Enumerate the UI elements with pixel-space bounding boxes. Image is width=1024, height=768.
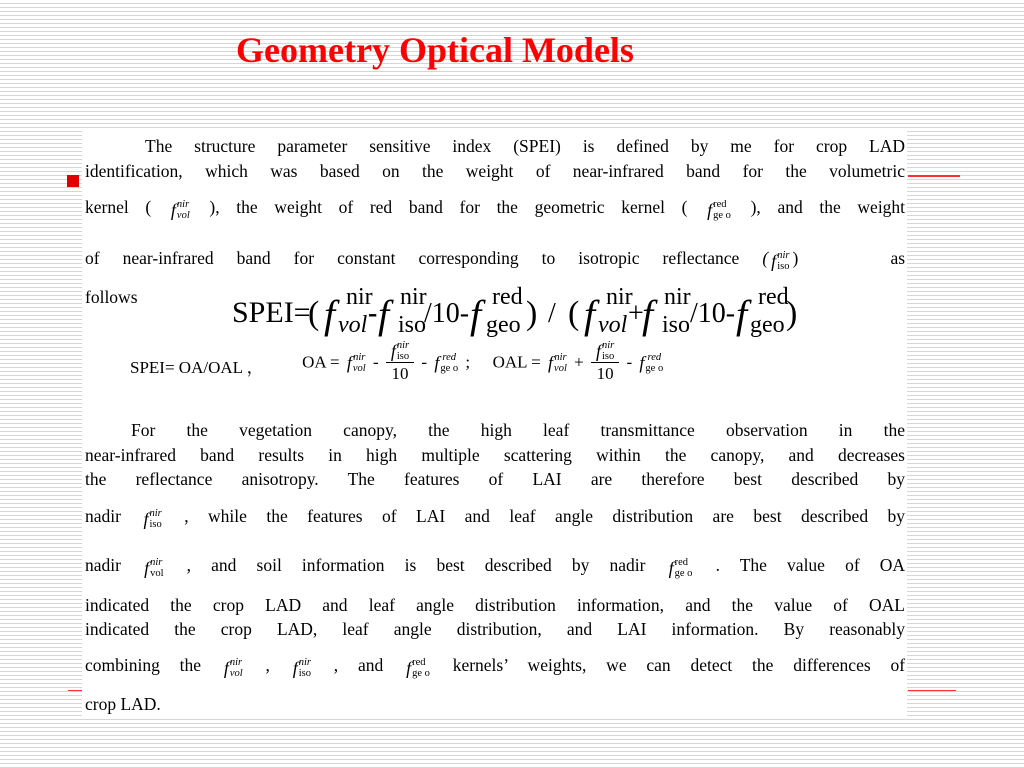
- para2-line7: indicated the crop LAD, leaf angle distribution, and LAI information. By reasonably: [85, 619, 905, 639]
- eq-close1: ): [526, 295, 538, 332]
- eq-div10-1: /10-: [424, 298, 470, 329]
- eq-minus1: -: [368, 298, 378, 329]
- eq-iso1: iso: [398, 312, 427, 338]
- decor-line-left-bottom: [68, 690, 82, 691]
- eq-nir1: nir: [346, 284, 373, 310]
- eq-red2: red: [758, 284, 789, 310]
- eq-geo2: geo: [750, 312, 785, 338]
- eq-f5: f: [642, 292, 654, 337]
- para2-line9: crop LAD.: [85, 694, 161, 714]
- eq-iso2: iso: [662, 312, 691, 338]
- eq-vol2: vol: [598, 312, 628, 338]
- decor-line-right-bottom: [908, 690, 956, 691]
- eq-f4: f: [584, 292, 596, 337]
- para1-line3: kernel ( f nir vol ), the weight of red band for the geometric kernel ( f red ge o ), and the weight: [85, 197, 906, 221]
- eq-f6: f: [736, 292, 748, 337]
- spei-equation-image: [228, 282, 808, 340]
- eq-div10-2: /10-: [690, 298, 736, 329]
- symbol-f-nir-vol-3: f nir vol: [223, 656, 243, 679]
- eq-red1: red: [492, 284, 523, 310]
- spei-def: SPEI= OA/OAL: [130, 358, 243, 378]
- para2-line2: near-infrared band results in high multiple scattering within the canopy, and decreases: [85, 445, 905, 465]
- bullet-square-icon: [67, 175, 79, 187]
- para1-line5: follows: [85, 287, 138, 307]
- symbol-f-red-geo-3: f red ge o: [406, 656, 430, 679]
- symbol-f-red-geo-2: f red ge o: [668, 556, 693, 579]
- symbol-f-nir-iso-2: f nir iso: [143, 507, 162, 530]
- eq-close2: ): [786, 295, 798, 332]
- symbol-f-nir-iso-3: f nir iso: [292, 656, 311, 679]
- eq-nir4: nir: [664, 284, 691, 310]
- oa-fraction: f nir iso 10: [386, 340, 414, 385]
- eq-nir2: nir: [400, 284, 427, 310]
- para1-line1: The structure parameter sensitive index (SPEI) is defined by me for crop LAD: [145, 136, 905, 156]
- eq-f2: f: [378, 292, 390, 337]
- symbol-f-nir-vol: f nir vol: [170, 198, 190, 221]
- para2-line3: the reflectance anisotropy. The features of LAI are therefore best described by: [85, 469, 905, 489]
- eq-geo1: geo: [486, 312, 521, 338]
- para2-line1: For the vegetation canopy, the high leaf transmittance observation in the: [131, 420, 905, 440]
- eq-vol1: vol: [338, 312, 368, 338]
- eq-open2: (: [568, 295, 580, 332]
- oa-oal-definitions: SPEI= OA/OAL ， OA = f nir vol - f nir iso 10 - f red ge o ; OAL = f nir vol + f nir iso 10 - f red ge o: [130, 340, 664, 384]
- para2-line6: indicated the crop LAD and leaf angle distribution information, and the value of OAL: [85, 595, 905, 615]
- para1-line2: identification, which was based on the weight of near-infrared band for the volumetric: [85, 161, 905, 181]
- para1-line4: of near-infrared band for constant corresponding to isotropic reflectance ( f nir iso ) as: [85, 248, 906, 272]
- eq-plus: +: [628, 298, 644, 329]
- oal-label: OAL =: [492, 352, 541, 372]
- eq-lhs: SPEI=: [232, 296, 311, 329]
- decor-line-right-top: [908, 175, 960, 177]
- para2-line8: combining the f nir vol , f nir iso , and f red ge o kernels’ weights, we can detect the differences of: [85, 655, 906, 679]
- slide-title: Geometry Optical Models: [236, 30, 634, 70]
- eq-f1: f: [324, 292, 336, 337]
- eq-open1: (: [308, 295, 320, 332]
- oal-fraction: f nir iso 10: [591, 340, 619, 385]
- eq-f3: f: [470, 292, 482, 337]
- eq-slash: /: [548, 298, 556, 329]
- symbol-f-nir-vol-2: f nir vol: [144, 556, 164, 579]
- oa-label: OA =: [302, 352, 340, 372]
- symbol-f-nir-iso: f nir iso: [771, 249, 790, 272]
- symbol-f-red-geo: f red ge o: [707, 198, 731, 221]
- para2-line5: nadir f nir vol , and soil information is best described by nadir f red ge o . The value of OA: [85, 555, 906, 579]
- para2-line4: nadir f nir iso , while the features of LAI and leaf angle distribution are best described by: [85, 506, 906, 530]
- eq-nir3: nir: [606, 284, 633, 310]
